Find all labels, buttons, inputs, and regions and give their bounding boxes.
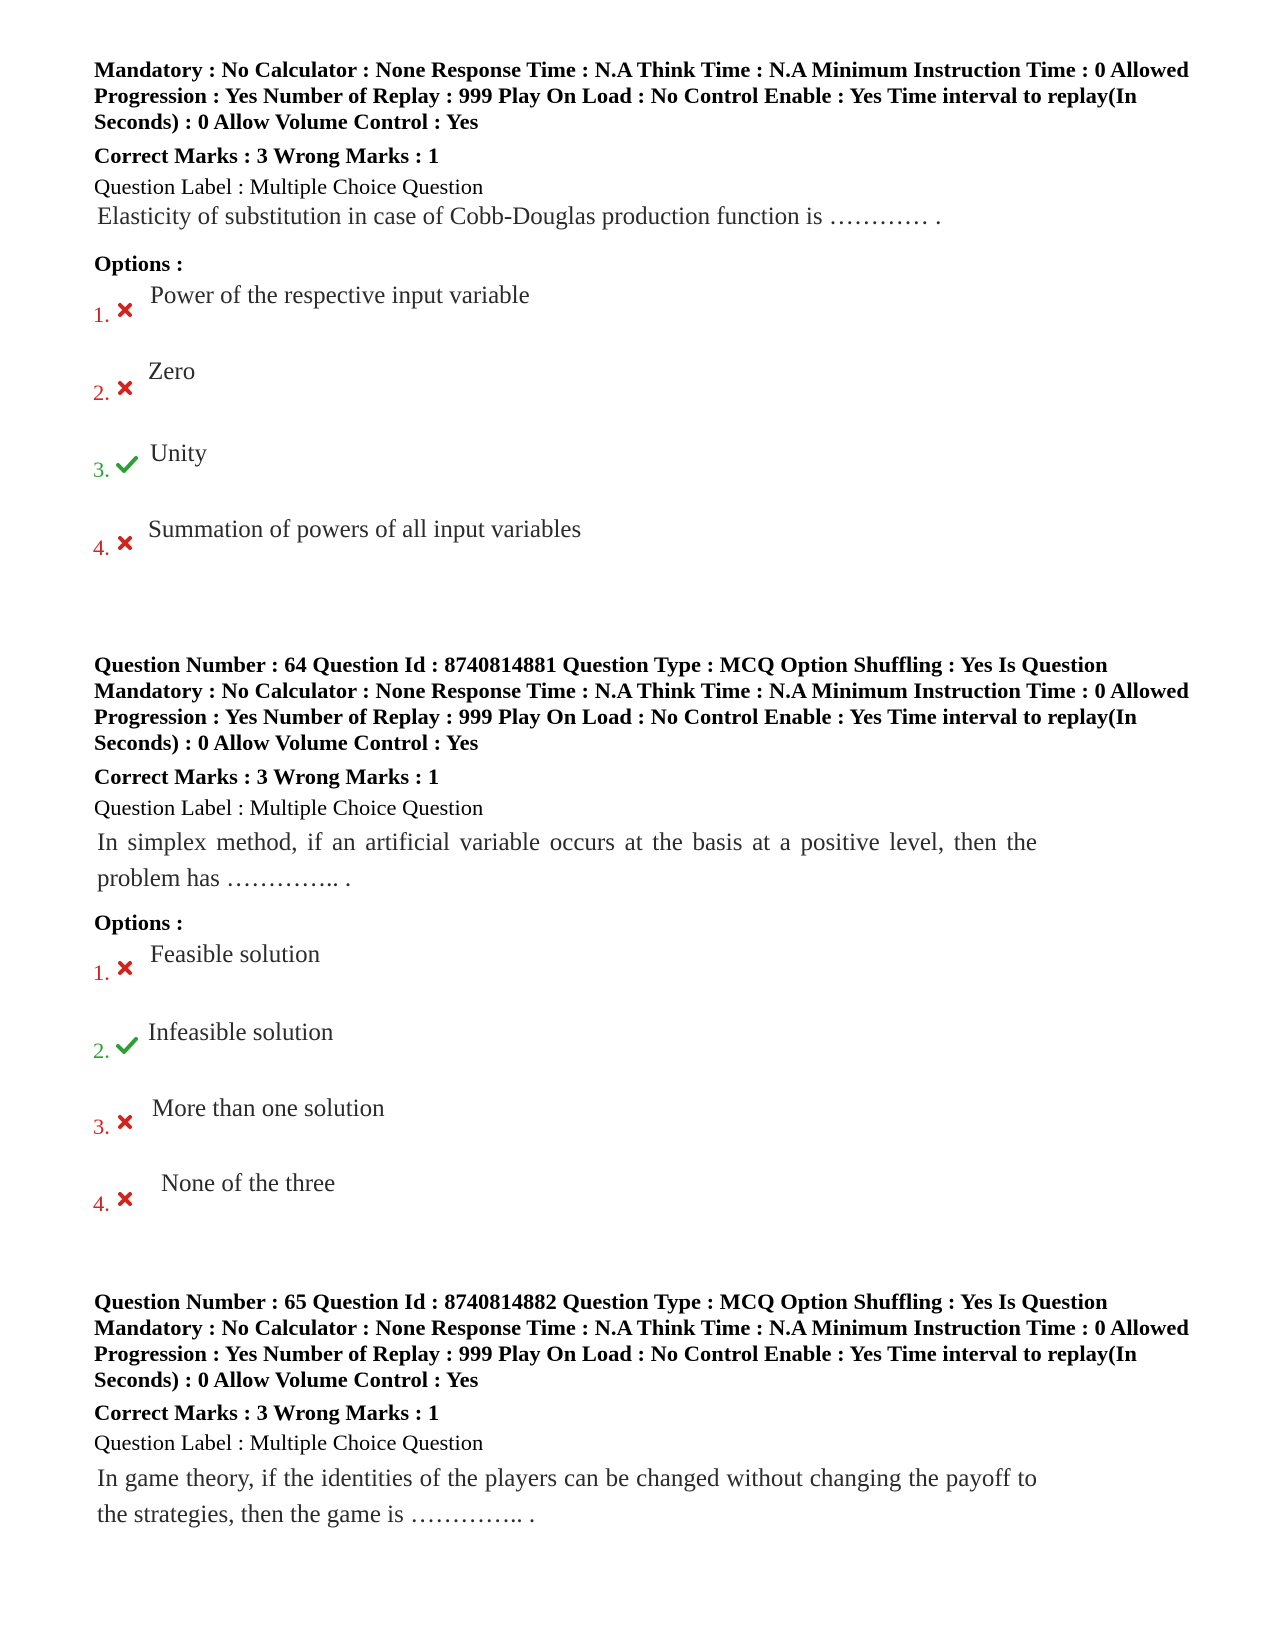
question-label: Question Label : Multiple Choice Question [94,1430,484,1455]
option-number: 3. [93,457,110,482]
cross-icon [115,1189,137,1211]
option-text: Infeasible solution [148,1019,334,1046]
cross-icon [115,533,137,555]
option-text: Summation of powers of all input variables [148,516,582,543]
cross-icon [115,1112,137,1134]
question-marks: Correct Marks : 3 Wrong Marks : 1 [94,143,440,168]
option-text: None of the three [161,1170,336,1197]
option-text: Feasible solution [150,941,321,968]
question-marks: Correct Marks : 3 Wrong Marks : 1 [94,764,440,789]
question-meta: Question Number : 65 Question Id : 8740814882 Question Type : MCQ Option Shuffling : Yes Is Question Mandatory : No Calculator : None Response Time : N.A Think Time : N.A Minimum Instruction Time : 0 Allowed Progression : Yes Number of Replay : 999 Play On Load : No Control Enable : Yes Time interval to replay(In Seconds) : 0 Allow Volume Control : Yes [94,1289,1189,1392]
question-meta: Question Number : 64 Question Id : 8740814881 Question Type : MCQ Option Shuffling : Yes Is Question Mandatory : No Calculator : None Response Time : N.A Think Time : N.A Minimum Instruction Time : 0 Allowed Progression : Yes Number of Replay : 999 Play On Load : No Control Enable : Yes Time interval to replay(In Seconds) : 0 Allow Volume Control : Yes [94,652,1189,755]
option-number: 1. [93,960,110,985]
cross-icon [115,958,137,980]
option-text: Power of the respective input variable [150,282,530,309]
option-number: 1. [93,302,110,327]
cross-icon [115,300,137,322]
options-label: Options : [94,251,184,276]
options-label: Options : [94,910,184,935]
option-number: 3. [93,1114,110,1139]
check-icon [115,1035,137,1057]
question-label: Question Label : Multiple Choice Question [94,795,484,820]
option-number: 2. [93,1038,110,1063]
question-marks: Correct Marks : 3 Wrong Marks : 1 [94,1400,440,1425]
option-text: Unity [150,440,207,467]
question-text: In game theory, if the identities of the players can be changed without changing the payoff to the strategies, then the game is ………….. . [97,1465,1037,1528]
question-label: Question Label : Multiple Choice Question [94,174,484,199]
option-text: More than one solution [152,1095,385,1122]
option-number: 4. [93,535,110,560]
question-meta: Mandatory : No Calculator : None Response Time : N.A Think Time : N.A Minimum Instruction Time : 0 Allowed Progression : Yes Number of Replay : 999 Play On Load : No Control Enable : Yes Time interval to replay(In Seconds) : 0 Allow Volume Control : Yes [94,57,1189,134]
check-icon [115,454,137,476]
cross-icon [115,378,137,400]
question-text: Elasticity of substitution in case of Cobb-Douglas production function is ………… . [97,203,942,230]
option-number: 2. [93,380,110,405]
option-text: Zero [148,358,196,385]
question-text: In simplex method, if an artificial variable occurs at the basis at a positive level, then the problem has ………….. . [97,829,1037,892]
option-number: 4. [93,1191,110,1216]
